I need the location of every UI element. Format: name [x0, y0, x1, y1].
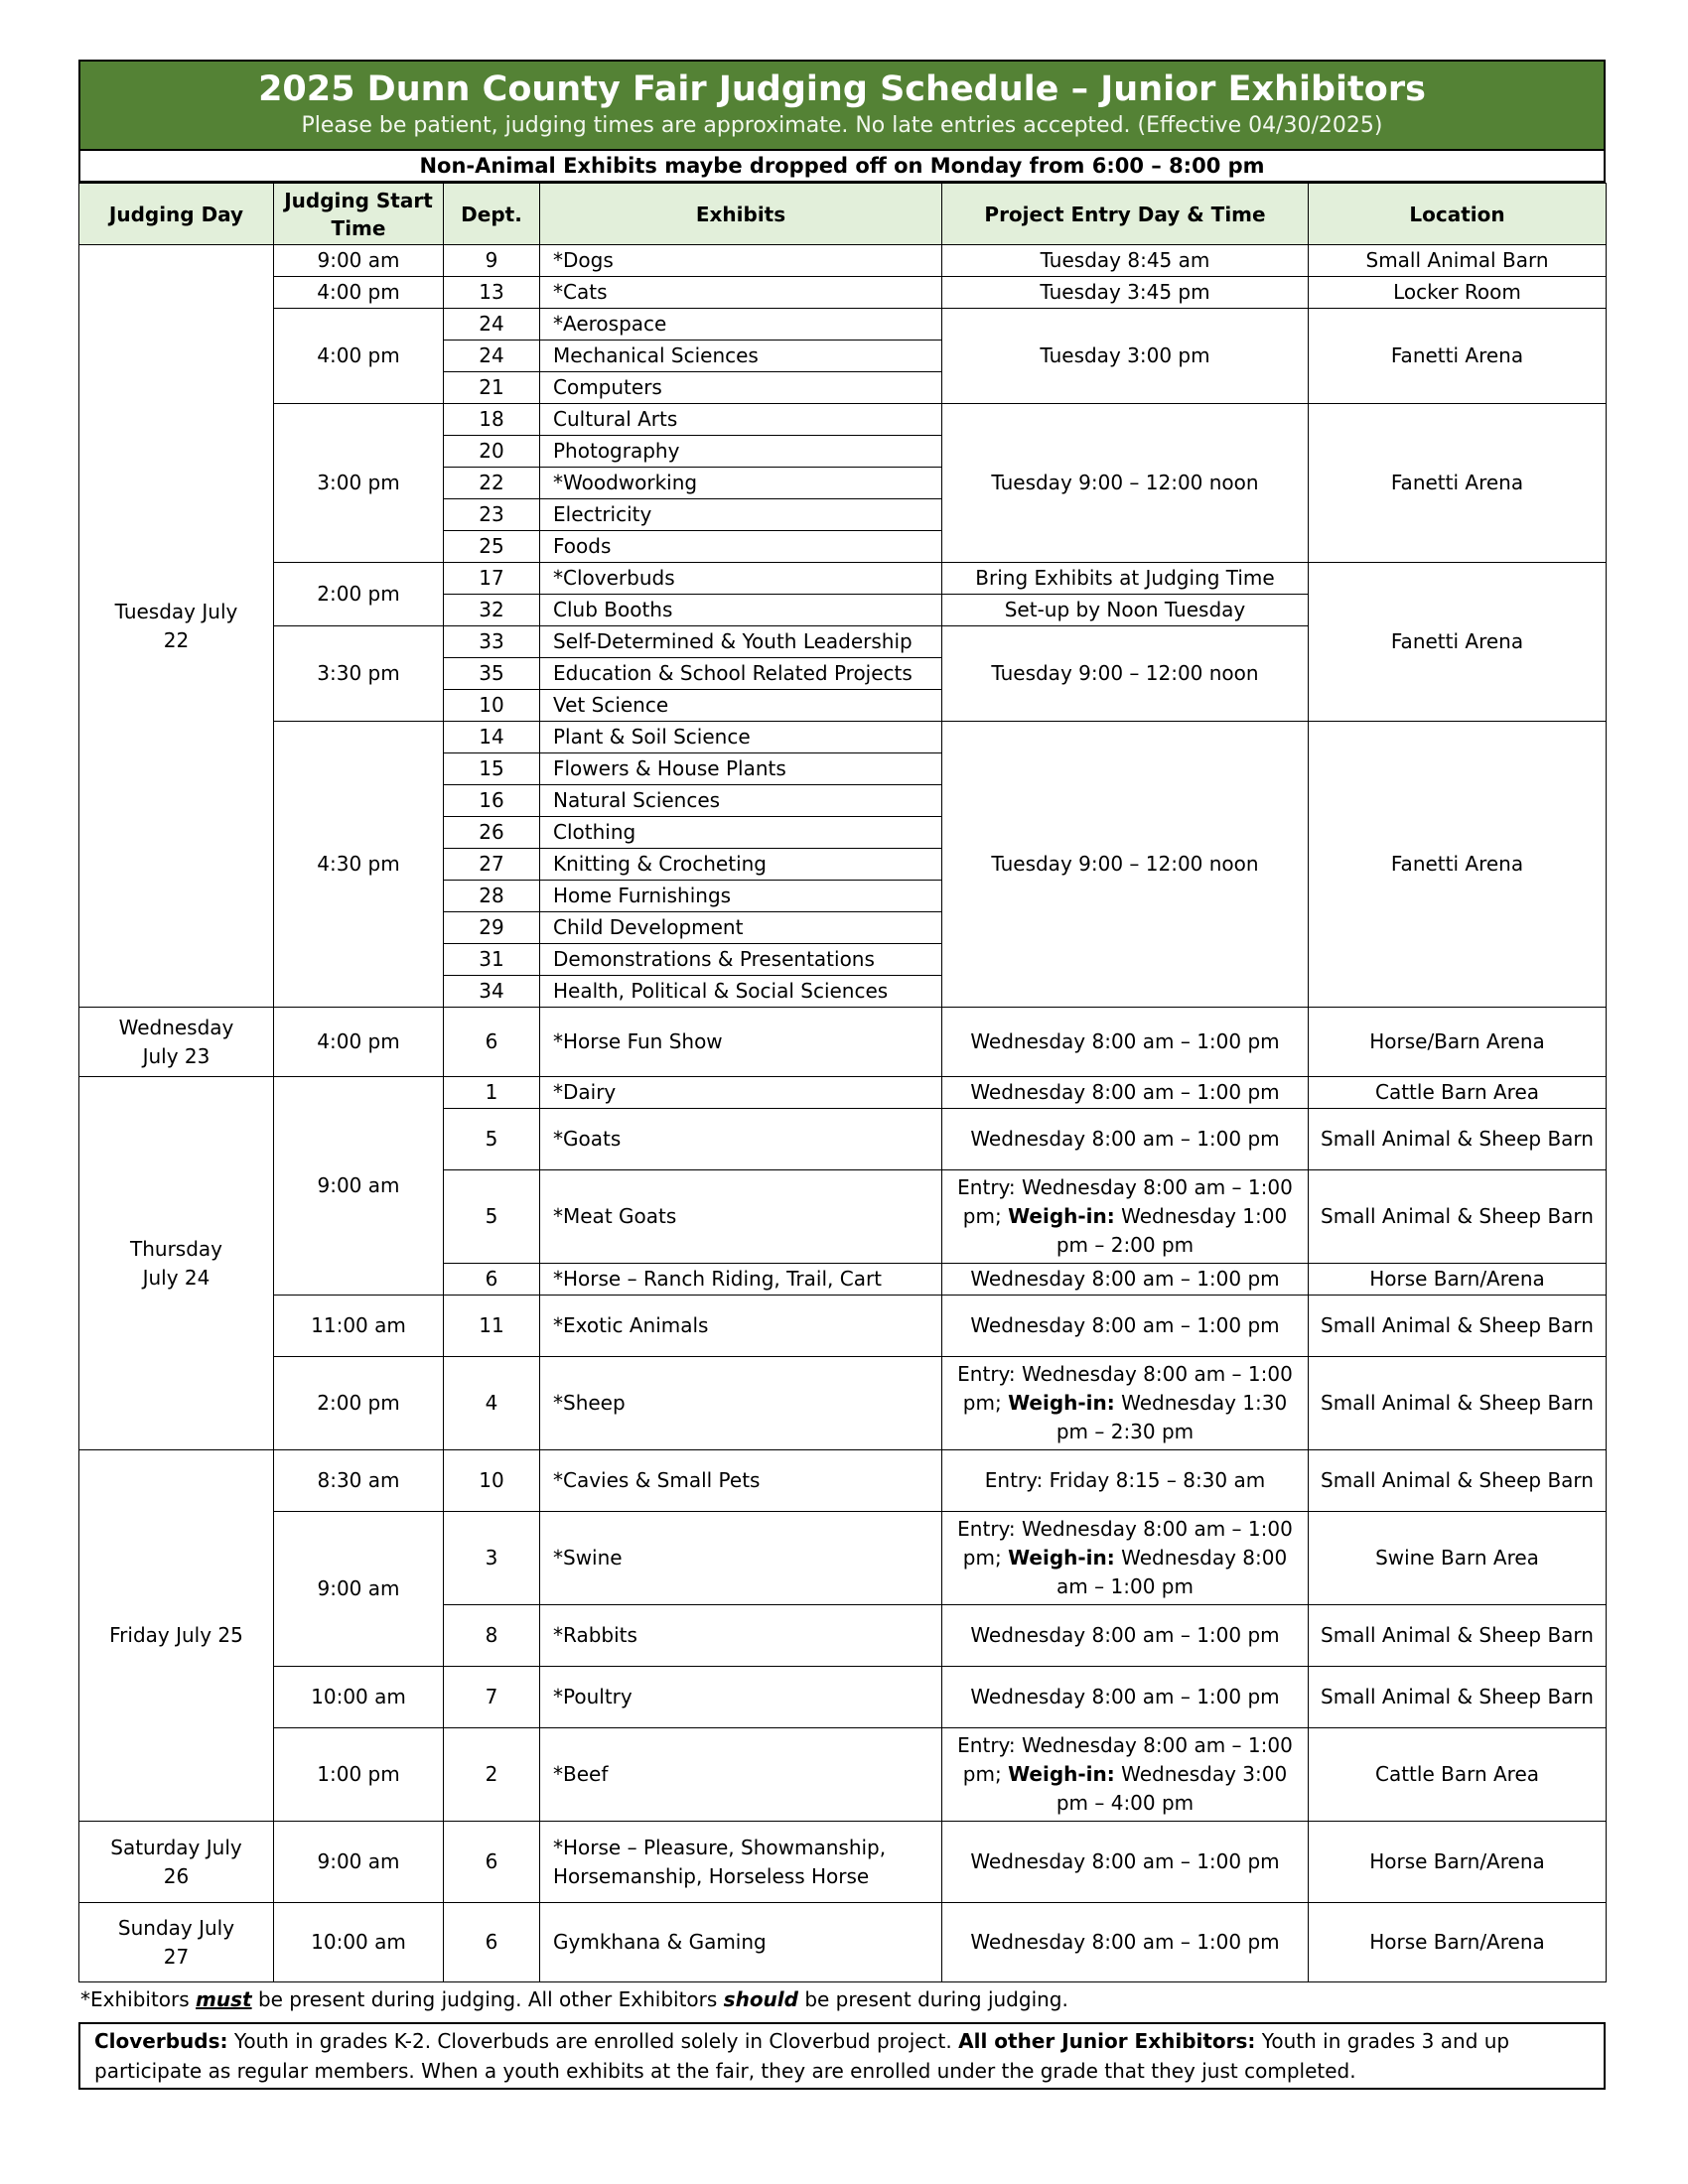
start-time: 9:00 am [274, 1822, 444, 1903]
dept: 9 [444, 245, 540, 277]
entry-time: Entry: Friday 8:15 – 8:30 am [942, 1450, 1309, 1512]
footnote-text: be present during judging. All other Exhibitors [251, 1987, 724, 2011]
entry-time: Tuesday 9:00 – 12:00 noon [942, 626, 1309, 722]
header-judging-day: Judging Day [79, 184, 274, 245]
note-cloverbuds-label: Cloverbuds: [94, 2029, 228, 2053]
exhibit: Foods [540, 531, 942, 563]
judging-day: Friday July 25 [79, 1450, 274, 1822]
dept: 3 [444, 1512, 540, 1605]
footnote-must: must [196, 1987, 252, 2011]
start-time: 4:00 pm [274, 309, 444, 404]
exhibit: *Rabbits [540, 1605, 942, 1667]
exhibit: Child Development [540, 912, 942, 944]
header-start-time: Judging Start Time [274, 184, 444, 245]
entry-time: Wednesday 8:00 am – 1:00 pm [942, 1008, 1309, 1077]
dept: 15 [444, 753, 540, 785]
dept: 10 [444, 1450, 540, 1512]
location: Swine Barn Area [1309, 1512, 1607, 1605]
weigh-in-text: Wednesday 3:00 pm – 4:00 pm [1055, 1762, 1288, 1815]
weigh-in-label: Weigh-in: [1008, 1762, 1115, 1786]
header-entry: Project Entry Day & Time [942, 184, 1309, 245]
exhibit: Gymkhana & Gaming [540, 1903, 942, 1982]
exhibit: *Beef [540, 1728, 942, 1822]
schedule-document [78, 60, 1606, 2090]
weigh-in-label: Weigh-in: [1008, 1546, 1115, 1570]
entry-text: Entry: Wednesday 8:00 am – 1:00 pm; [957, 1517, 1293, 1570]
entry-time [942, 1170, 1309, 1264]
location: Horse Barn/Arena [1309, 1903, 1607, 1982]
dept: 6 [444, 1822, 540, 1903]
footnote [78, 1982, 1606, 2016]
exhibit: Vet Science [540, 690, 942, 722]
entry-time: Tuesday 3:00 pm [942, 309, 1309, 404]
note-junior-text: Youth in grades 3 and up participate as regular members. When a youth exhibits at the fair, they are enrolled under the grade that they just completed. [94, 2029, 1510, 2083]
entry-time: Tuesday 8:45 am [942, 245, 1309, 277]
entry-time: Wednesday 8:00 am – 1:00 pm [942, 1822, 1309, 1903]
table-row [79, 245, 1607, 277]
exhibit: *Meat Goats [540, 1170, 942, 1264]
location: Cattle Barn Area [1309, 1728, 1607, 1822]
judging-schedule-table [78, 183, 1607, 1982]
exhibit: Flowers & House Plants [540, 753, 942, 785]
dept: 27 [444, 849, 540, 881]
start-time: 11:00 am [274, 1296, 444, 1357]
weigh-in-label: Weigh-in: [1008, 1391, 1115, 1415]
start-time: 3:30 pm [274, 626, 444, 722]
exhibit: *Exotic Animals [540, 1296, 942, 1357]
page-subtitle: Please be patient, judging times are approximate. No late entries accepted. (Effective 04/30/2025) [301, 113, 1383, 138]
cloverbud-note [78, 2022, 1606, 2090]
exhibit: Cultural Arts [540, 404, 942, 436]
judging-day: Tuesday July 22 [79, 245, 274, 1008]
drop-off-banner: Non-Animal Exhibits maybe dropped off on Monday from 6:00 – 8:00 pm [78, 149, 1606, 183]
location: Fanetti Arena [1309, 563, 1607, 722]
table-row [79, 563, 1607, 595]
exhibit: *Dairy [540, 1077, 942, 1109]
start-time: 3:00 pm [274, 404, 444, 563]
dept: 6 [444, 1008, 540, 1077]
exhibit: *Horse – Pleasure, Showmanship, Horsemanship, Horseless Horse [540, 1822, 942, 1903]
dept: 6 [444, 1903, 540, 1982]
dept: 5 [444, 1170, 540, 1264]
exhibit: Clothing [540, 817, 942, 849]
exhibit: Mechanical Sciences [540, 341, 942, 372]
header-exhibits: Exhibits [540, 184, 942, 245]
dept: 29 [444, 912, 540, 944]
exhibit: *Cats [540, 277, 942, 309]
entry-time: Wednesday 8:00 am – 1:00 pm [942, 1109, 1309, 1170]
exhibit: *Woodworking [540, 468, 942, 499]
exhibit: Photography [540, 436, 942, 468]
location: Small Animal & Sheep Barn [1309, 1296, 1607, 1357]
dept: 7 [444, 1667, 540, 1728]
dept: 25 [444, 531, 540, 563]
judging-day: Wednesday July 23 [79, 1008, 274, 1077]
entry-time [942, 1728, 1309, 1822]
dept: 6 [444, 1264, 540, 1296]
location: Fanetti Arena [1309, 309, 1607, 404]
exhibit: *Cavies & Small Pets [540, 1450, 942, 1512]
table-row [79, 1903, 1607, 1982]
exhibit: *Dogs [540, 245, 942, 277]
exhibit: Demonstrations & Presentations [540, 944, 942, 976]
location: Fanetti Arena [1309, 404, 1607, 563]
dept: 31 [444, 944, 540, 976]
dept: 2 [444, 1728, 540, 1822]
note-cloverbuds-text: Youth in grades K-2. Cloverbuds are enrolled solely in Cloverbud project. [227, 2029, 959, 2053]
dept: 20 [444, 436, 540, 468]
exhibit: Club Booths [540, 595, 942, 626]
judging-day: Saturday July 26 [79, 1822, 274, 1903]
page-title: 2025 Dunn County Fair Judging Schedule – Junior Exhibitors [258, 69, 1426, 109]
exhibit: Health, Political & Social Sciences [540, 976, 942, 1008]
exhibit: *Goats [540, 1109, 942, 1170]
exhibit: *Poultry [540, 1667, 942, 1728]
entry-time: Wednesday 8:00 am – 1:00 pm [942, 1077, 1309, 1109]
dept: 18 [444, 404, 540, 436]
start-time: 9:00 am [274, 245, 444, 277]
table-row [79, 1822, 1607, 1903]
exhibit: Home Furnishings [540, 881, 942, 912]
location: Cattle Barn Area [1309, 1077, 1607, 1109]
entry-time: Tuesday 3:45 pm [942, 277, 1309, 309]
entry-text: Entry: Wednesday 8:00 am – 1:00 pm; [957, 1362, 1293, 1415]
start-time: 2:00 pm [274, 563, 444, 626]
dept: 33 [444, 626, 540, 658]
footnote-should: should [723, 1987, 798, 2011]
exhibit: *Sheep [540, 1357, 942, 1450]
entry-time: Wednesday 8:00 am – 1:00 pm [942, 1903, 1309, 1982]
start-time: 10:00 am [274, 1903, 444, 1982]
start-time: 2:00 pm [274, 1357, 444, 1450]
dept: 26 [444, 817, 540, 849]
table-row [79, 404, 1607, 436]
dept: 8 [444, 1605, 540, 1667]
exhibit: *Horse Fun Show [540, 1008, 942, 1077]
dept: 17 [444, 563, 540, 595]
location: Horse Barn/Arena [1309, 1822, 1607, 1903]
dept: 1 [444, 1077, 540, 1109]
start-time: 1:00 pm [274, 1728, 444, 1822]
entry-time: Set-up by Noon Tuesday [942, 595, 1309, 626]
dept: 14 [444, 722, 540, 753]
dept: 11 [444, 1296, 540, 1357]
header-row [79, 184, 1607, 245]
location: Small Animal & Sheep Barn [1309, 1667, 1607, 1728]
location: Small Animal Barn [1309, 245, 1607, 277]
dept: 28 [444, 881, 540, 912]
exhibit: Computers [540, 372, 942, 404]
exhibit: *Swine [540, 1512, 942, 1605]
header-location: Location [1309, 184, 1607, 245]
dept: 10 [444, 690, 540, 722]
dept: 24 [444, 341, 540, 372]
start-time: 4:00 pm [274, 1008, 444, 1077]
exhibit: *Aerospace [540, 309, 942, 341]
dept: 23 [444, 499, 540, 531]
table-row [79, 1357, 1607, 1450]
exhibit: Education & School Related Projects [540, 658, 942, 690]
judging-day: Sunday July 27 [79, 1903, 274, 1982]
dept: 5 [444, 1109, 540, 1170]
footnote-text: *Exhibitors [80, 1987, 197, 2011]
table-row [79, 309, 1607, 341]
table-row [79, 722, 1607, 753]
weigh-in-text: Wednesday 8:00 am – 1:00 pm [1056, 1546, 1288, 1598]
dept: 32 [444, 595, 540, 626]
table-row [79, 1512, 1607, 1605]
entry-time: Tuesday 9:00 – 12:00 noon [942, 404, 1309, 563]
entry-time: Wednesday 8:00 am – 1:00 pm [942, 1667, 1309, 1728]
note-junior-label: All other Junior Exhibitors: [958, 2029, 1256, 2053]
dept: 24 [444, 309, 540, 341]
entry-time: Wednesday 8:00 am – 1:00 pm [942, 1264, 1309, 1296]
exhibit: Electricity [540, 499, 942, 531]
location: Horse Barn/Arena [1309, 1264, 1607, 1296]
entry-text: Entry: Wednesday 8:00 am – 1:00 pm; [957, 1175, 1293, 1228]
dept: 21 [444, 372, 540, 404]
exhibit: *Cloverbuds [540, 563, 942, 595]
dept: 22 [444, 468, 540, 499]
start-time: 9:00 am [274, 1512, 444, 1667]
table-row [79, 1077, 1607, 1109]
entry-text: Entry: Wednesday 8:00 am – 1:00 pm; [957, 1733, 1293, 1786]
location: Locker Room [1309, 277, 1607, 309]
table-row [79, 1008, 1607, 1077]
dept: 34 [444, 976, 540, 1008]
exhibit: Plant & Soil Science [540, 722, 942, 753]
exhibit: Natural Sciences [540, 785, 942, 817]
exhibit: Self-Determined & Youth Leadership [540, 626, 942, 658]
start-time: 9:00 am [274, 1077, 444, 1296]
judging-day: Thursday July 24 [79, 1077, 274, 1450]
location: Small Animal & Sheep Barn [1309, 1605, 1607, 1667]
dept: 16 [444, 785, 540, 817]
location: Small Animal & Sheep Barn [1309, 1357, 1607, 1450]
entry-time: Wednesday 8:00 am – 1:00 pm [942, 1296, 1309, 1357]
table-row [79, 277, 1607, 309]
location: Small Animal & Sheep Barn [1309, 1170, 1607, 1264]
location: Fanetti Arena [1309, 722, 1607, 1008]
dept: 13 [444, 277, 540, 309]
entry-time: Tuesday 9:00 – 12:00 noon [942, 722, 1309, 1008]
entry-time: Wednesday 8:00 am – 1:00 pm [942, 1605, 1309, 1667]
weigh-in-label: Weigh-in: [1008, 1204, 1115, 1228]
location: Small Animal & Sheep Barn [1309, 1450, 1607, 1512]
start-time: 8:30 am [274, 1450, 444, 1512]
entry-time [942, 1357, 1309, 1450]
exhibit: Knitting & Crocheting [540, 849, 942, 881]
start-time: 4:00 pm [274, 277, 444, 309]
dept: 35 [444, 658, 540, 690]
start-time: 10:00 am [274, 1667, 444, 1728]
entry-time: Bring Exhibits at Judging Time [942, 563, 1309, 595]
title-band [78, 60, 1606, 149]
table-row [79, 1450, 1607, 1512]
start-time: 4:30 pm [274, 722, 444, 1008]
footnote-text: be present during judging. [797, 1987, 1068, 2011]
dept: 4 [444, 1357, 540, 1450]
header-dept: Dept. [444, 184, 540, 245]
exhibit: *Horse – Ranch Riding, Trail, Cart [540, 1264, 942, 1296]
location: Small Animal & Sheep Barn [1309, 1109, 1607, 1170]
table-row [79, 1728, 1607, 1822]
weigh-in-text: Wednesday 1:00 pm – 2:00 pm [1055, 1204, 1288, 1257]
table-row [79, 1667, 1607, 1728]
location: Horse/Barn Arena [1309, 1008, 1607, 1077]
entry-time [942, 1512, 1309, 1605]
weigh-in-text: Wednesday 1:30 pm – 2:30 pm [1055, 1391, 1288, 1443]
table-row [79, 1296, 1607, 1357]
